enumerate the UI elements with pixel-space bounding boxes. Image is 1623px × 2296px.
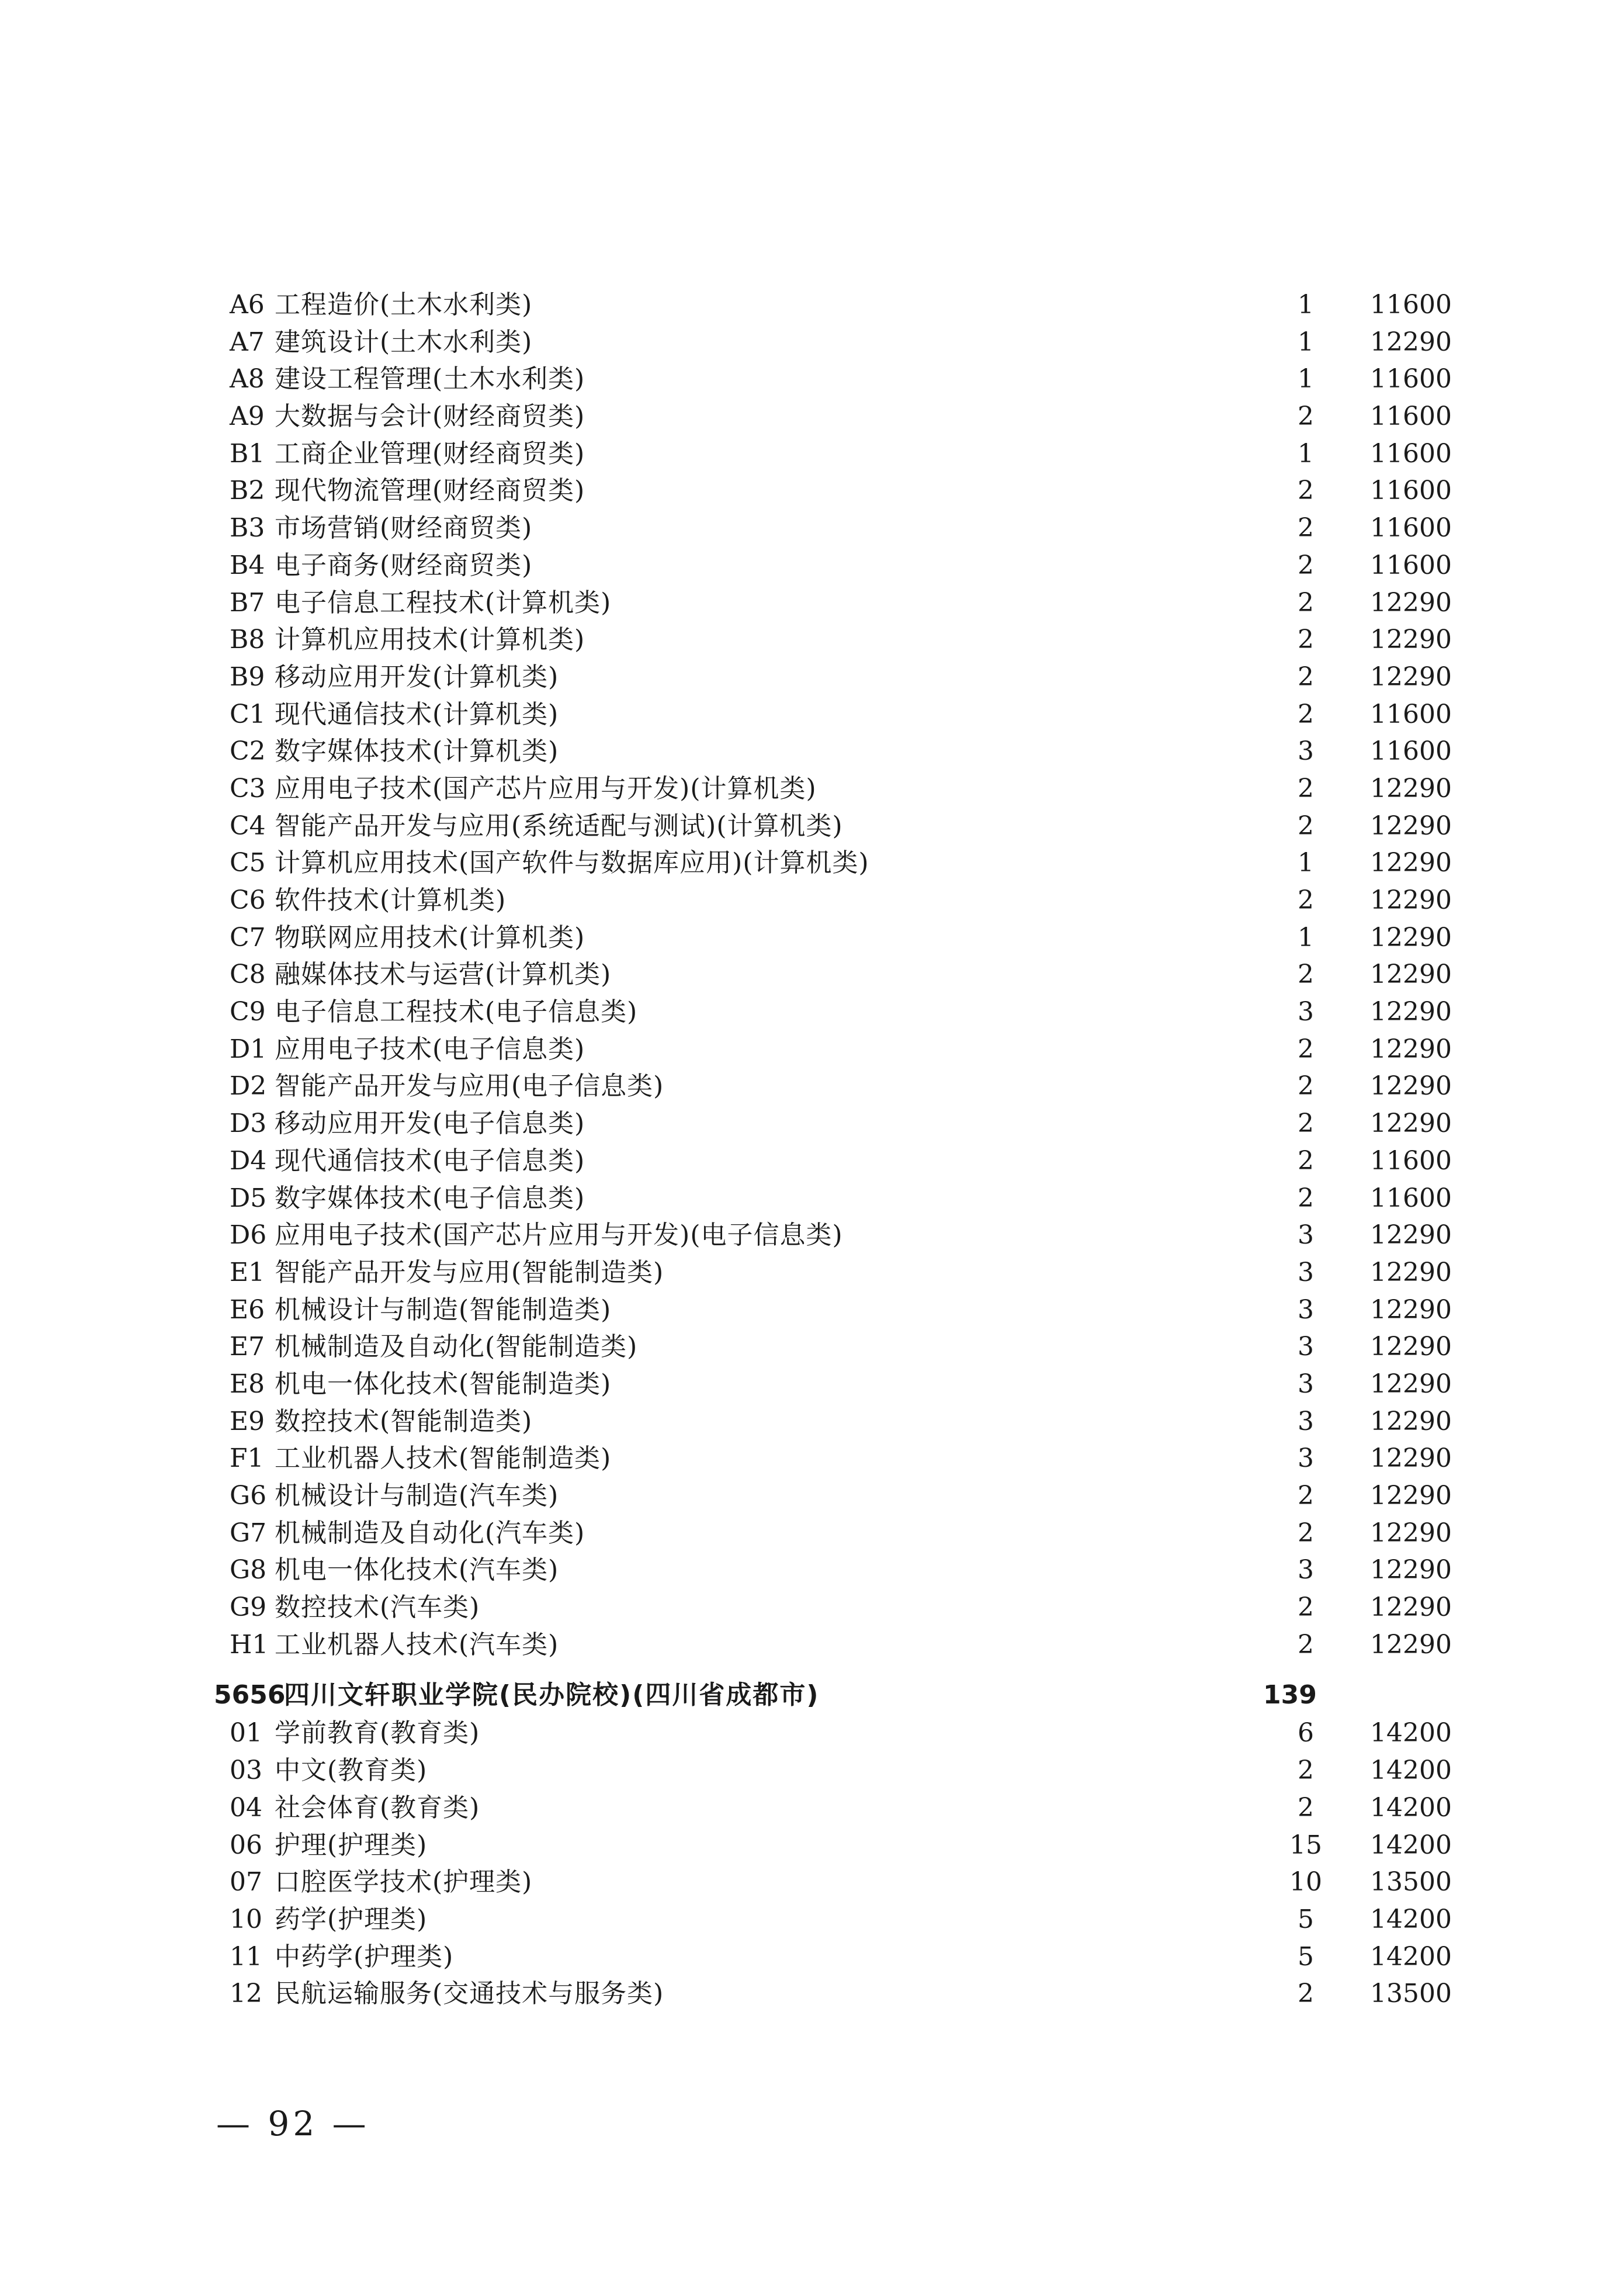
major-row [0, 1180, 1623, 1217]
major-code: 03 [230, 1755, 262, 1786]
major-name: 社会体育(教育类) [275, 1792, 480, 1823]
major-row [0, 510, 1623, 547]
major-row [0, 1366, 1623, 1403]
major-code: D3 [230, 1109, 267, 1139]
major-code: B8 [230, 625, 265, 655]
major-code: 06 [230, 1830, 262, 1860]
plan-count: 2 [1298, 1629, 1314, 1660]
major-row [0, 919, 1623, 957]
plan-count: 2 [1298, 476, 1314, 506]
tuition-fee: 11600 [1370, 550, 1452, 580]
plan-count: 2 [1298, 1034, 1314, 1064]
major-code: D5 [230, 1183, 267, 1213]
major-name: 计算机应用技术(国产软件与数据库应用)(计算机类) [275, 848, 869, 878]
major-name: 应用电子技术(国产芯片应用与开发)(电子信息类) [275, 1220, 843, 1251]
tuition-fee: 11600 [1370, 364, 1452, 394]
major-name: 机械设计与制造(智能制造类) [275, 1294, 612, 1325]
major-code: 07 [230, 1867, 262, 1897]
tuition-fee: 12290 [1370, 625, 1452, 655]
major-name: 机械制造及自动化(汽车类) [275, 1518, 585, 1548]
plan-count: 2 [1298, 625, 1314, 655]
tuition-fee: 12290 [1370, 997, 1452, 1027]
major-name: 智能产品开发与应用(智能制造类) [275, 1257, 664, 1287]
major-row [0, 1254, 1623, 1291]
major-code: B2 [230, 476, 265, 506]
major-row [0, 324, 1623, 361]
tuition-fee: 11600 [1370, 290, 1452, 320]
major-code: C8 [230, 960, 266, 990]
tuition-fee: 14200 [1370, 1718, 1452, 1748]
plan-count: 2 [1298, 513, 1314, 543]
tuition-fee: 12290 [1370, 1109, 1452, 1139]
tuition-fee: 12290 [1370, 1443, 1452, 1474]
major-row [0, 1901, 1623, 1938]
major-row [0, 1328, 1623, 1366]
plan-count: 3 [1298, 1443, 1314, 1474]
plan-count: 2 [1298, 773, 1314, 804]
major-code: C6 [230, 885, 266, 915]
tuition-fee: 12290 [1370, 1332, 1452, 1362]
plan-count: 2 [1298, 662, 1314, 692]
major-row [0, 696, 1623, 733]
tuition-fee: 13500 [1370, 1979, 1452, 2009]
major-name: 中药学(护理类) [275, 1941, 454, 1972]
page-number: — 92 — [216, 2104, 370, 2143]
major-row [0, 1142, 1623, 1180]
major-code: C5 [230, 848, 266, 878]
major-code: G9 [230, 1592, 267, 1623]
plan-count: 6 [1298, 1718, 1314, 1748]
major-row [0, 1864, 1623, 1901]
major-name: 机电一体化技术(智能制造类) [275, 1369, 612, 1399]
plan-count: 2 [1298, 885, 1314, 915]
major-name: 学前教育(教育类) [275, 1718, 480, 1748]
major-name: 电子信息工程技术(计算机类) [275, 587, 612, 618]
tuition-fee: 11600 [1370, 476, 1452, 506]
plan-count: 2 [1298, 1109, 1314, 1139]
major-name: 市场营销(财经商贸类) [275, 513, 533, 543]
tuition-fee: 11600 [1370, 438, 1452, 469]
tuition-fee: 12290 [1370, 1629, 1452, 1660]
major-row [0, 472, 1623, 510]
tuition-fee: 13500 [1370, 1867, 1452, 1897]
tuition-fee: 12290 [1370, 1220, 1452, 1251]
school-code: 5656 [214, 1680, 286, 1710]
major-row [0, 770, 1623, 808]
major-row [0, 1515, 1623, 1552]
major-code: 01 [230, 1718, 262, 1748]
tuition-fee: 12290 [1370, 1592, 1452, 1623]
major-row [0, 1031, 1623, 1068]
major-name: 建筑设计(土木水利类) [275, 327, 533, 357]
plan-count: 1 [1298, 327, 1314, 357]
plan-count: 5 [1298, 1904, 1314, 1934]
tuition-fee: 12290 [1370, 1071, 1452, 1102]
plan-count: 2 [1298, 1518, 1314, 1548]
major-code: B1 [230, 438, 265, 469]
major-code: C7 [230, 922, 266, 953]
plan-count: 3 [1298, 1220, 1314, 1251]
tuition-fee: 12290 [1370, 773, 1452, 804]
major-name: 现代物流管理(财经商贸类) [275, 476, 585, 506]
major-row [0, 882, 1623, 919]
plan-count: 10 [1289, 1867, 1322, 1897]
tuition-fee: 12290 [1370, 1294, 1452, 1325]
tuition-fee: 12290 [1370, 327, 1452, 357]
major-name: 中文(教育类) [275, 1755, 428, 1786]
major-code: D2 [230, 1071, 267, 1102]
school-header [0, 1676, 1623, 1715]
tuition-fee: 12290 [1370, 587, 1452, 618]
plan-count: 1 [1298, 922, 1314, 953]
major-name: 机械设计与制造(汽车类) [275, 1481, 559, 1511]
plan-count: 2 [1298, 699, 1314, 729]
school-name: 四川文轩职业学院(民办院校)(四川省成都市) [284, 1680, 820, 1710]
tuition-fee: 11600 [1370, 513, 1452, 543]
major-name: 工商企业管理(财经商贸类) [275, 438, 585, 469]
major-code: B3 [230, 513, 265, 543]
major-row [0, 956, 1623, 993]
plan-count: 3 [1298, 997, 1314, 1027]
major-row [0, 1403, 1623, 1440]
major-row [0, 1291, 1623, 1329]
major-name: 工程造价(土木水利类) [275, 290, 533, 320]
major-code: 10 [230, 1904, 262, 1934]
major-name: 智能产品开发与应用(电子信息类) [275, 1071, 664, 1102]
major-row [0, 1068, 1623, 1105]
major-name: 物联网应用技术(计算机类) [275, 922, 585, 953]
major-code: D6 [230, 1220, 267, 1251]
major-code: E6 [230, 1294, 265, 1325]
tuition-fee: 11600 [1370, 401, 1452, 432]
major-name: 口腔医学技术(护理类) [275, 1867, 533, 1897]
major-code: E1 [230, 1257, 265, 1287]
plan-count: 2 [1298, 401, 1314, 432]
major-row [0, 1217, 1623, 1254]
tuition-fee: 14200 [1370, 1792, 1452, 1823]
major-name: 电子信息工程技术(电子信息类) [275, 997, 638, 1027]
major-name: 智能产品开发与应用(系统适配与测试)(计算机类) [275, 811, 843, 841]
plan-count: 1 [1298, 290, 1314, 320]
major-code: 04 [230, 1792, 262, 1823]
tuition-fee: 12290 [1370, 848, 1452, 878]
plan-count: 2 [1298, 1145, 1314, 1176]
major-row [0, 1789, 1623, 1827]
major-name: 现代通信技术(计算机类) [275, 699, 559, 729]
major-code: H1 [230, 1629, 269, 1660]
plan-count: 5 [1298, 1941, 1314, 1972]
major-code: B4 [230, 550, 265, 580]
plan-count: 2 [1298, 1183, 1314, 1213]
major-row [0, 1440, 1623, 1477]
tuition-fee: 12290 [1370, 1518, 1452, 1548]
major-name: 软件技术(计算机类) [275, 885, 507, 915]
major-row [0, 844, 1623, 882]
major-row [0, 1589, 1623, 1626]
major-code: E8 [230, 1369, 265, 1399]
major-row [0, 621, 1623, 659]
major-code: 12 [230, 1979, 262, 2009]
major-code: A7 [230, 327, 265, 357]
plan-count: 1 [1298, 848, 1314, 878]
plan-count: 2 [1298, 1792, 1314, 1823]
plan-count: 2 [1298, 960, 1314, 990]
plan-count: 3 [1298, 1369, 1314, 1399]
tuition-fee: 12290 [1370, 811, 1452, 841]
major-code: C2 [230, 736, 266, 767]
major-name: 数字媒体技术(电子信息类) [275, 1183, 585, 1213]
major-code: G8 [230, 1555, 267, 1585]
tuition-fee: 12290 [1370, 662, 1452, 692]
major-row [0, 286, 1623, 324]
major-name: 工业机器人技术(智能制造类) [275, 1443, 612, 1474]
major-name: 机电一体化技术(汽车类) [275, 1555, 559, 1585]
major-name: 数控技术(汽车类) [275, 1592, 480, 1623]
tuition-fee: 12290 [1370, 1555, 1452, 1585]
plan-count: 2 [1298, 550, 1314, 580]
tuition-fee: 14200 [1370, 1904, 1452, 1934]
major-code: C4 [230, 811, 266, 841]
major-name: 移动应用开发(计算机类) [275, 662, 559, 692]
tuition-fee: 12290 [1370, 922, 1452, 953]
tuition-fee: 11600 [1370, 1145, 1452, 1176]
major-row [0, 1938, 1623, 1976]
tuition-fee: 12290 [1370, 960, 1452, 990]
major-row [0, 993, 1623, 1031]
tuition-fee: 12290 [1370, 1257, 1452, 1287]
tuition-fee: 14200 [1370, 1830, 1452, 1860]
major-row [0, 584, 1623, 622]
major-name: 计算机应用技术(计算机类) [275, 625, 585, 655]
major-name: 应用电子技术(国产芯片应用与开发)(计算机类) [275, 773, 817, 804]
major-name: 电子商务(财经商贸类) [275, 550, 533, 580]
tuition-fee: 14200 [1370, 1755, 1452, 1786]
major-row [0, 1975, 1623, 2013]
major-name: 移动应用开发(电子信息类) [275, 1109, 585, 1139]
school-plan-count: 139 [1263, 1680, 1317, 1710]
major-code: B7 [230, 587, 265, 618]
major-row [0, 659, 1623, 696]
major-row [0, 361, 1623, 398]
major-code: D1 [230, 1034, 267, 1064]
tuition-fee: 12290 [1370, 1406, 1452, 1436]
major-name: 建设工程管理(土木水利类) [275, 364, 585, 394]
plan-count: 3 [1298, 736, 1314, 767]
major-name: 工业机器人技术(汽车类) [275, 1629, 559, 1660]
major-name: 护理(护理类) [275, 1830, 428, 1860]
plan-count: 15 [1289, 1830, 1322, 1860]
tuition-fee: 12290 [1370, 885, 1452, 915]
major-code: C3 [230, 773, 266, 804]
major-row [0, 398, 1623, 435]
plan-count: 2 [1298, 1592, 1314, 1623]
major-row [0, 733, 1623, 770]
tuition-fee: 14200 [1370, 1941, 1452, 1972]
major-row [0, 435, 1623, 473]
major-code: D4 [230, 1145, 267, 1176]
major-row [0, 1752, 1623, 1789]
major-code: G6 [230, 1481, 267, 1511]
major-code: A6 [230, 290, 265, 320]
major-row [0, 1626, 1623, 1664]
major-name: 民航运输服务(交通技术与服务类) [275, 1979, 664, 2009]
plan-count: 2 [1298, 1481, 1314, 1511]
major-row [0, 1827, 1623, 1864]
major-code: E7 [230, 1332, 265, 1362]
major-code: A9 [230, 401, 265, 432]
plan-count: 2 [1298, 587, 1314, 618]
major-name: 现代通信技术(电子信息类) [275, 1145, 585, 1176]
tuition-fee: 12290 [1370, 1369, 1452, 1399]
major-code: G7 [230, 1518, 267, 1548]
major-code: 11 [230, 1941, 262, 1972]
tuition-fee: 12290 [1370, 1034, 1452, 1064]
major-code: A8 [230, 364, 265, 394]
major-name: 机械制造及自动化(智能制造类) [275, 1332, 638, 1362]
major-name: 应用电子技术(电子信息类) [275, 1034, 585, 1064]
major-code: E9 [230, 1406, 265, 1436]
plan-count: 2 [1298, 1071, 1314, 1102]
plan-count: 1 [1298, 364, 1314, 394]
major-name: 融媒体技术与运营(计算机类) [275, 960, 612, 990]
tuition-fee: 11600 [1370, 699, 1452, 729]
tuition-fee: 11600 [1370, 1183, 1452, 1213]
plan-count: 2 [1298, 1979, 1314, 2009]
major-code: C9 [230, 997, 266, 1027]
major-row [0, 808, 1623, 845]
plan-count: 1 [1298, 438, 1314, 469]
plan-count: 3 [1298, 1294, 1314, 1325]
major-name: 数字媒体技术(计算机类) [275, 736, 559, 767]
major-name: 药学(护理类) [275, 1904, 428, 1934]
plan-count: 3 [1298, 1406, 1314, 1436]
major-code: F1 [230, 1443, 264, 1474]
enrollment-list [0, 286, 1623, 2013]
major-row [0, 1105, 1623, 1142]
plan-count: 2 [1298, 811, 1314, 841]
major-name: 大数据与会计(财经商贸类) [275, 401, 585, 432]
plan-count: 2 [1298, 1755, 1314, 1786]
major-row [0, 1477, 1623, 1515]
plan-count: 3 [1298, 1555, 1314, 1585]
major-row [0, 1715, 1623, 1752]
major-name: 数控技术(智能制造类) [275, 1406, 533, 1436]
major-code: C1 [230, 699, 266, 729]
plan-count: 3 [1298, 1257, 1314, 1287]
tuition-fee: 11600 [1370, 736, 1452, 767]
major-row [0, 1552, 1623, 1589]
tuition-fee: 12290 [1370, 1481, 1452, 1511]
major-code: B9 [230, 662, 265, 692]
major-row [0, 547, 1623, 584]
plan-count: 3 [1298, 1332, 1314, 1362]
